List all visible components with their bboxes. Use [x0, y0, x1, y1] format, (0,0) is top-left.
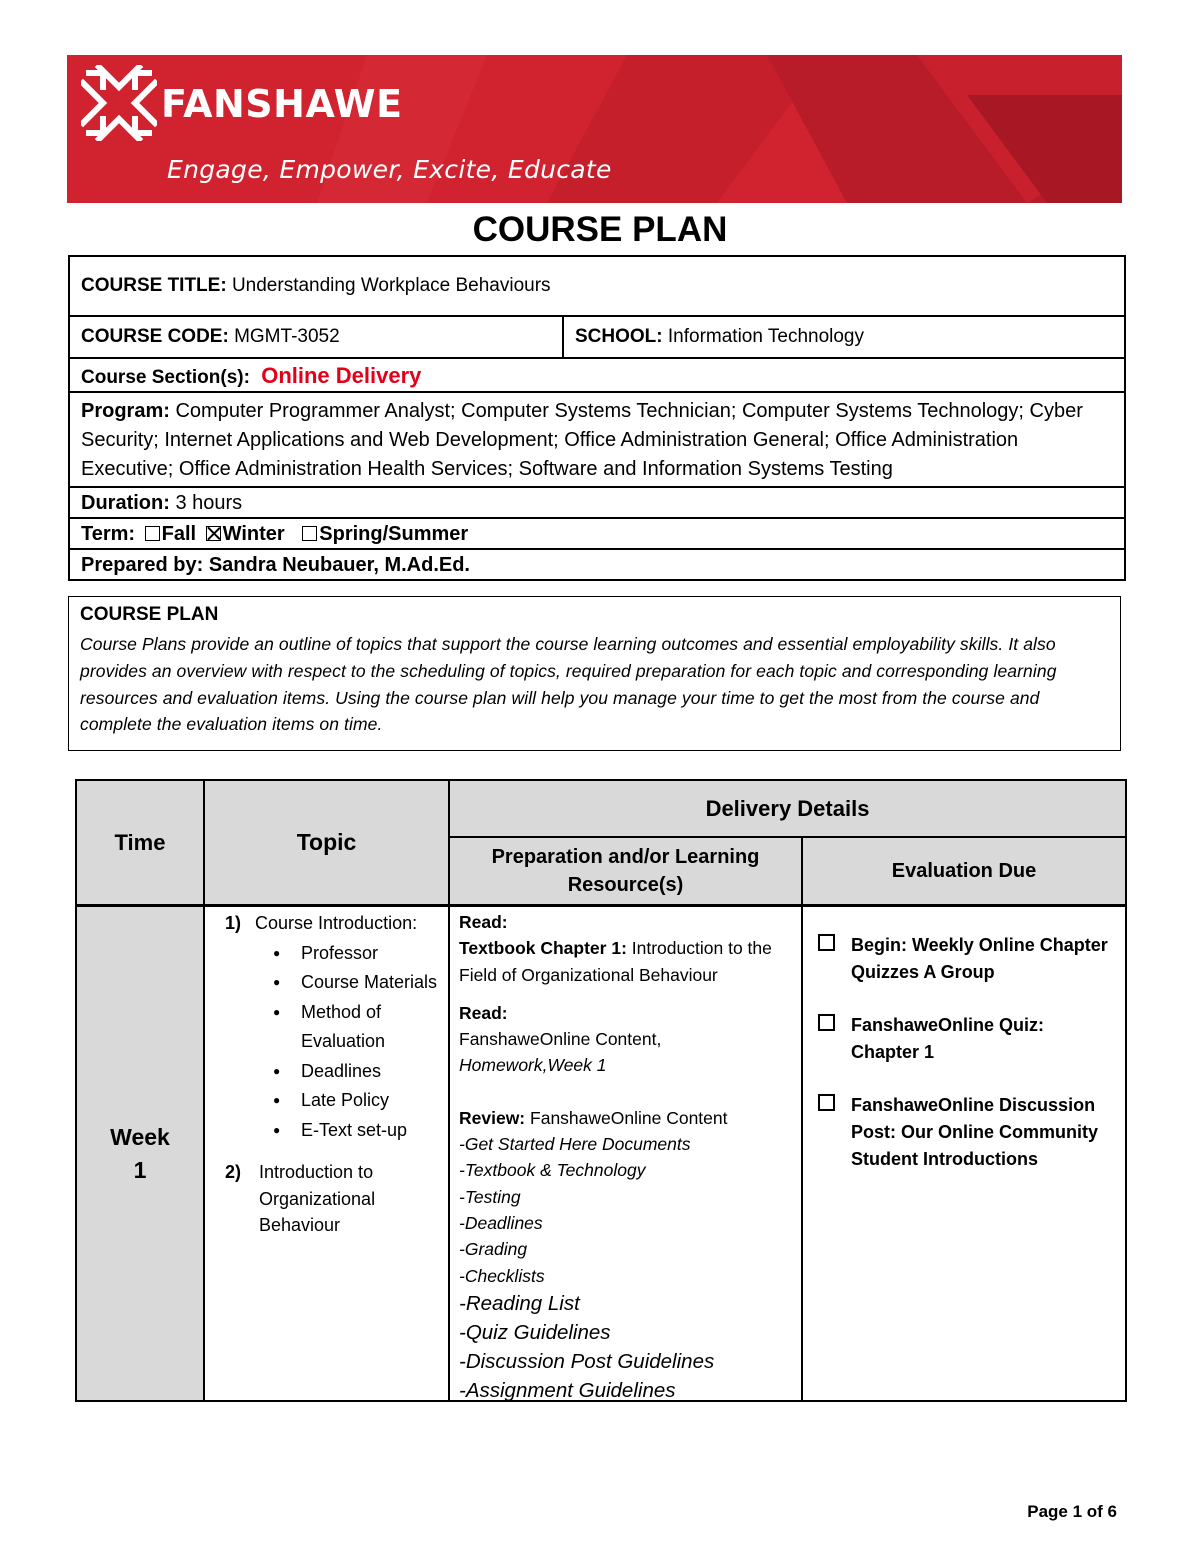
evaluation-text: Begin: Weekly Online Chapter Quizzes A Group — [851, 935, 1108, 982]
evaluation-text: FanshaweOnline Quiz: Chapter 1 — [851, 1015, 1045, 1062]
duration-value: 3 hours — [175, 492, 243, 514]
header-preparation: Preparation and/or Learning Resource(s) — [450, 838, 801, 904]
read-textbook — [459, 935, 794, 988]
review-item: -Discussion Post Guidelines — [459, 1349, 715, 1373]
week-cell — [77, 907, 203, 1400]
section-value: Online Delivery — [261, 363, 422, 388]
review-label: Review: — [459, 1107, 526, 1128]
read-online-homework: Homework,Week 1 — [459, 1055, 607, 1076]
school-value: Information Technology — [667, 326, 864, 347]
course-info-table — [68, 255, 1126, 581]
review-item: -Checklists — [459, 1265, 545, 1286]
read-textbook-text: Introduction to the Field of Organizational Behaviour — [459, 938, 772, 985]
review-item: -Deadlines — [459, 1212, 543, 1233]
list-item: ● Late Policy — [273, 1086, 445, 1116]
evaluation-item — [818, 1012, 1118, 1066]
review-item: -Grading — [459, 1239, 528, 1260]
header-banner — [67, 55, 1122, 203]
review-item: -Quiz Guidelines — [459, 1320, 611, 1344]
term-winter-label: Winter — [222, 523, 285, 545]
preparation-cell — [459, 909, 794, 1405]
grid-line — [203, 781, 205, 1400]
review-item: -Testing — [459, 1186, 521, 1207]
read-textbook-bold: Textbook Chapter 1: — [459, 938, 627, 959]
prepared-by-row — [70, 548, 1124, 579]
grid-line — [448, 781, 450, 1400]
evaluation-item — [818, 932, 1118, 986]
term-fall-label: Fall — [161, 523, 197, 545]
course-plan-text: Course Plans provide an outline of topics that support the course learning outcomes and essential employability skills. It also provides an overview with respect to the scheduling of topics, required preparation for each topic and corresponding learning resources and evaluation items. Using the course plan will help you manage your time to get the most from the course and complete the evaluation items on time. — [80, 634, 1057, 735]
topic-number: 1) — [225, 913, 242, 933]
course-plan-heading: COURSE PLAN — [80, 604, 219, 625]
school-cell — [564, 317, 1124, 357]
course-plan-description — [68, 596, 1121, 751]
read-online-content: FanshaweOnline Content, — [459, 1029, 662, 1050]
term-fall-checkbox[interactable] — [145, 526, 160, 541]
term-winter-checkbox[interactable] — [206, 526, 221, 541]
grid-line — [448, 836, 1125, 838]
review-line — [459, 1105, 794, 1131]
evaluation-checkbox[interactable] — [818, 934, 835, 951]
header-topic: Topic — [205, 781, 448, 904]
list-item: ● Deadlines — [273, 1057, 445, 1087]
course-title-label: COURSE TITLE: — [81, 275, 227, 296]
program-label: Program: — [81, 400, 170, 422]
evaluation-checkbox[interactable] — [818, 1014, 835, 1031]
page-title: COURSE PLAN — [472, 210, 728, 249]
topic-item-2 — [225, 1159, 445, 1239]
tagline: Engage, Empower, Excite, Educate — [167, 155, 612, 184]
prepared-by-label: Prepared by: — [81, 554, 204, 576]
course-title-value: Understanding Workplace Behaviours — [231, 275, 551, 296]
list-item: ● Method of Evaluation — [273, 998, 445, 1057]
course-code-label: COURSE CODE: — [81, 326, 229, 347]
course-code-value: MGMT-3052 — [234, 326, 340, 347]
topic-subitems — [273, 939, 445, 1146]
prepared-by-value: Sandra Neubauer, M.Ad.Ed. — [208, 554, 470, 576]
program-value: Computer Programmer Analyst; Computer Systems Technician; Computer Systems Technology; Cyber Security; Internet Applications and Web Development; Office Administration General; Office Administration Executive; Office Administration Health Services; Software and Information Systems Testing — [81, 400, 1083, 480]
topic-title: Course Introduction: — [255, 913, 418, 933]
evaluation-item — [818, 1092, 1118, 1173]
course-code-cell — [70, 317, 564, 357]
course-code-row — [70, 315, 1124, 357]
term-row — [70, 517, 1124, 548]
review-item: -Assignment Guidelines — [459, 1378, 676, 1402]
header-time: Time — [77, 781, 203, 904]
course-section-row — [70, 357, 1124, 391]
term-spring-summer-label: Spring/Summer — [319, 523, 469, 545]
topic-cell — [225, 909, 445, 1239]
header-evaluation-due: Evaluation Due — [803, 838, 1125, 904]
logo-mark-icon — [81, 65, 157, 141]
review-item: -Reading List — [459, 1291, 580, 1315]
term-label: Term: — [81, 523, 136, 545]
duration-row — [70, 486, 1124, 517]
page-number — [1027, 1502, 1117, 1522]
list-item: ● Course Materials — [273, 968, 445, 998]
review-item: -Textbook & Technology — [459, 1160, 646, 1181]
evaluation-checkbox[interactable] — [818, 1094, 835, 1111]
evaluation-text: FanshaweOnline Discussion Post: Our Online Community Student Introductions — [851, 1095, 1099, 1169]
topic-number: 2) — [225, 1162, 242, 1182]
section-label: Course Section(s): — [81, 367, 250, 388]
list-item: ● E-Text set-up — [273, 1116, 445, 1146]
school-label: SCHOOL: — [575, 326, 663, 347]
header-delivery-details: Delivery Details — [450, 781, 1125, 836]
read-label-2: Read: — [459, 1002, 508, 1023]
week-number: 1 — [133, 1156, 147, 1183]
review-text: FanshaweOnline Content — [530, 1107, 728, 1128]
schedule-table — [75, 779, 1127, 1402]
course-title-row — [70, 257, 1124, 315]
review-item: -Get Started Here Documents — [459, 1134, 691, 1155]
evaluation-cell — [818, 932, 1118, 1199]
topic-title: Introduction to Organizational Behaviour — [259, 1162, 376, 1235]
term-spring-summer-checkbox[interactable] — [302, 526, 317, 541]
grid-line — [801, 836, 803, 1400]
list-item: ● Professor — [273, 939, 445, 969]
logo-text: FANSHAWE — [161, 82, 403, 126]
fanshawe-logo — [81, 65, 403, 141]
week-label: Week — [110, 1123, 170, 1150]
program-row — [70, 391, 1124, 486]
page-number-text: Page 1 of 6 — [1027, 1502, 1117, 1521]
topic-item-1 — [225, 909, 445, 939]
duration-label: Duration: — [81, 492, 170, 514]
read-label: Read: — [459, 912, 508, 932]
grid-line — [77, 904, 1125, 907]
